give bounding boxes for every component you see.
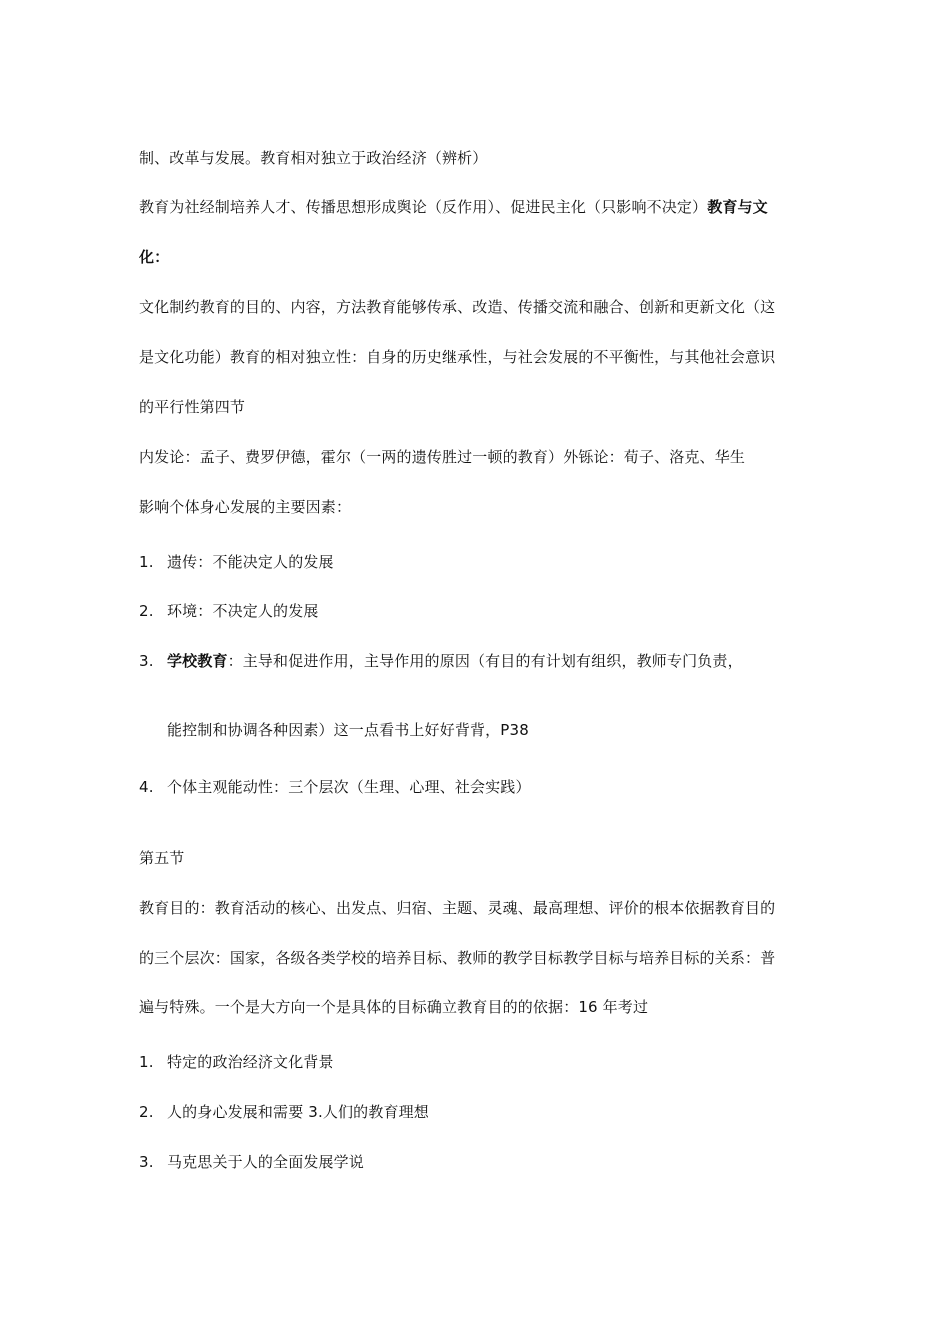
list-item-continuation — [167, 720, 529, 740]
text-run: 教育目的：教育活动的核心、出发点、归宿、主题、灵魂、最高理想、评价的根本依据教育目的 — [139, 899, 776, 917]
list-number: 3. — [139, 1153, 154, 1171]
list-text: 特定的政治经济文化背景 — [167, 1053, 334, 1071]
list-number: 4. — [139, 778, 154, 796]
list-text: ：主导和促进作用，主导作用的原因（有目的有计划有组织，教师专门负责， — [227, 652, 743, 670]
paragraph-line — [139, 898, 775, 918]
text-run: 的平行性第四节 — [139, 398, 246, 416]
text-run: 内发论：孟子、费罗伊德，霍尔（一两的遗传胜过一顿的教育）外铄论：荀子、洛克、华生 — [139, 448, 746, 466]
list-number: 1. — [139, 1053, 154, 1071]
list-item — [139, 601, 319, 621]
list-text: 个体主观能动性：三个层次（生理、心理、社会实践） — [167, 778, 531, 796]
paragraph-line — [139, 297, 775, 317]
paragraph-line — [139, 948, 775, 968]
paragraph-line — [139, 397, 245, 417]
text-run: 第五节 — [139, 849, 185, 867]
text-run: 是文化功能）教育的相对独立性：自身的历史继承性，与社会发展的不平衡性，与其他社会意识 — [139, 348, 776, 366]
text-run: 遍与特殊。一个是大方向一个是具体的目标确立教育目的的依据：16 年考过 — [139, 998, 649, 1016]
paragraph-line — [139, 247, 169, 267]
text-run: 的三个层次：国家，各级各类学校的培养目标、教师的教学目标教学目标与培养目标的关系：普 — [139, 949, 776, 967]
list-number: 3. — [139, 652, 154, 670]
paragraph-line — [139, 997, 648, 1017]
paragraph-line — [139, 347, 775, 367]
list-text: 遗传：不能决定人的发展 — [167, 553, 334, 571]
text-run: 文化制约教育的目的、内容，方法教育能够传承、改造、传播交流和融合、创新和更新文化（这 — [139, 298, 776, 316]
list-bold-term: 学校教育 — [167, 652, 228, 670]
list-item — [139, 651, 743, 671]
list-item — [139, 552, 334, 572]
bold-heading-run: 化： — [139, 248, 170, 266]
bold-heading-run: 教育与文 — [707, 198, 768, 216]
list-item — [139, 1152, 364, 1172]
list-number: 1. — [139, 553, 154, 571]
list-text: 能控制和协调各种因素）这一点看书上好好背背，P38 — [167, 721, 529, 739]
list-text: 马克思关于人的全面发展学说 — [167, 1153, 364, 1171]
list-text: 人的身心发展和需要 3.人们的教育理想 — [167, 1103, 429, 1121]
list-item — [139, 1102, 429, 1122]
paragraph-line — [139, 497, 351, 517]
text-run: 影响个体身心发展的主要因素： — [139, 498, 352, 516]
list-item — [139, 777, 531, 797]
list-number: 2. — [139, 602, 154, 620]
text-run: 制、改革与发展。教育相对独立于政治经济（辨析） — [139, 149, 488, 167]
paragraph-line — [139, 447, 745, 467]
paragraph-line — [139, 148, 487, 168]
list-number: 2. — [139, 1103, 154, 1121]
section-heading — [139, 848, 184, 868]
text-run: 教育为社经制培养人才、传播思想形成舆论（反作用）、促进民主化（只影响不决定） — [139, 198, 708, 216]
list-text: 环境：不决定人的发展 — [167, 602, 319, 620]
paragraph-line — [139, 197, 768, 217]
list-item — [139, 1052, 334, 1072]
